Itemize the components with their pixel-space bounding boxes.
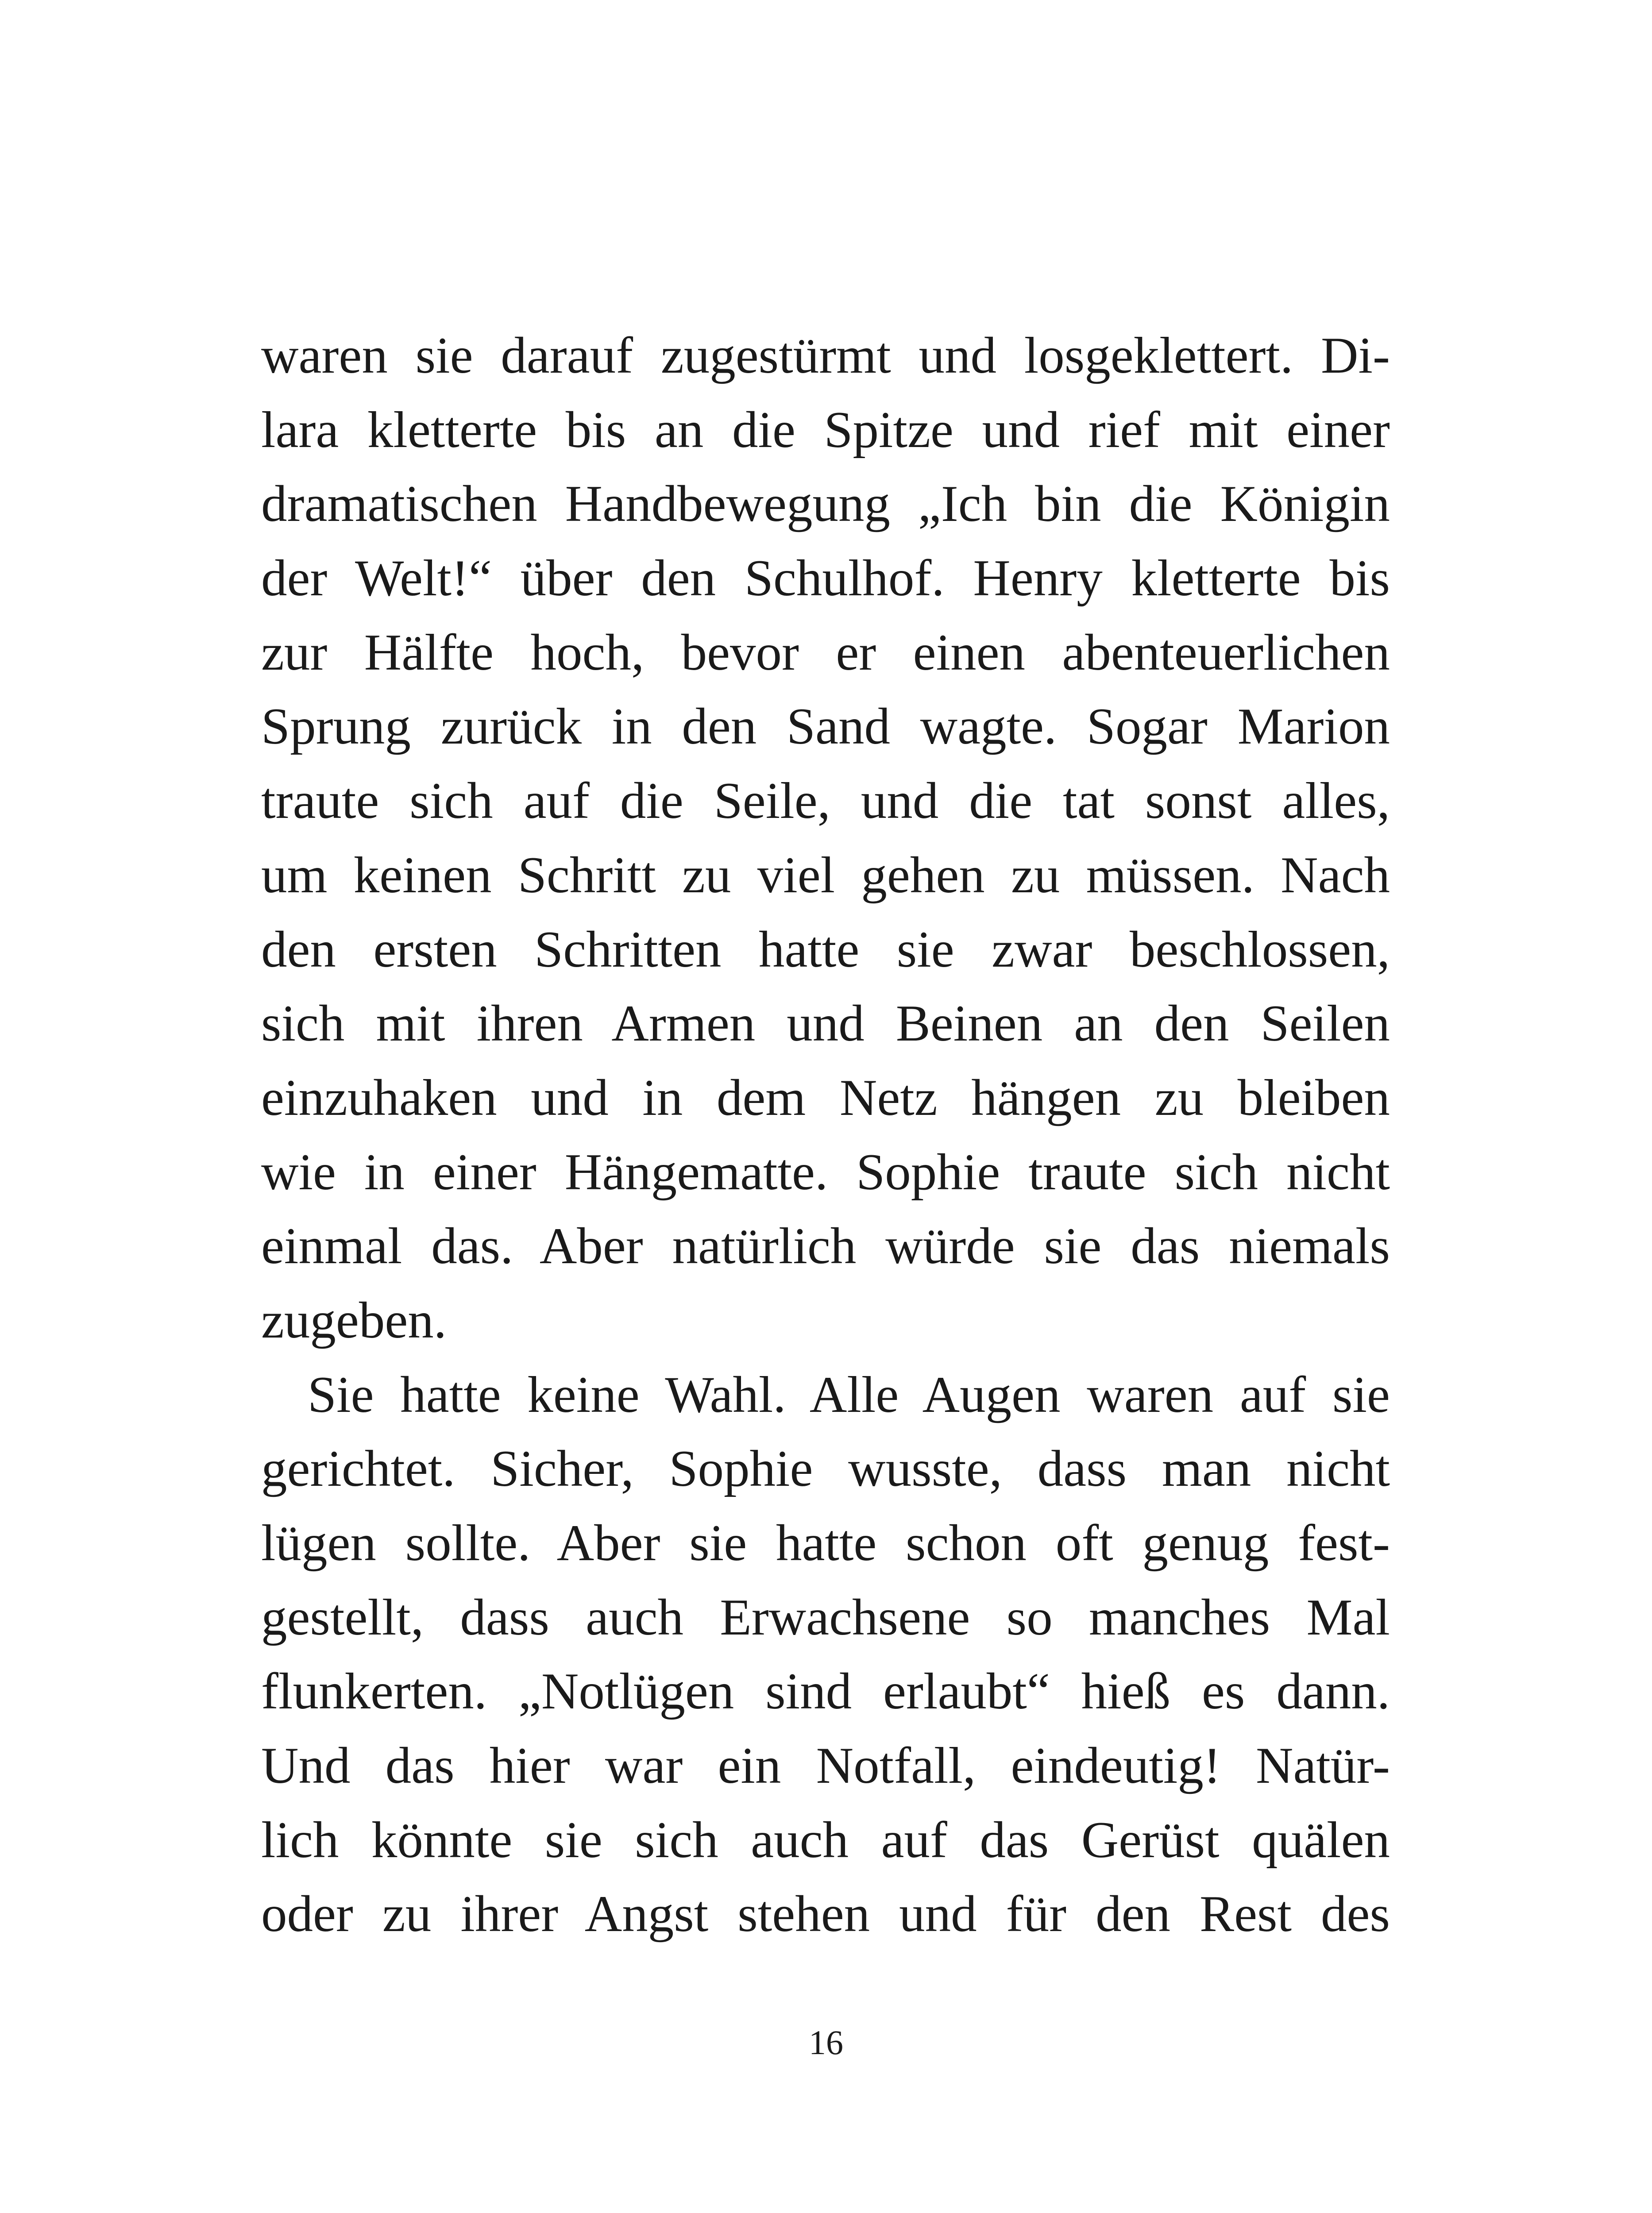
- body-text: [261, 319, 1390, 1951]
- text-line: flunkerten. „Notlügen sind erlaubt“ hieß es dann.: [261, 1663, 1390, 1720]
- text-line: gerichtet. Sicher, Sophie wusste, dass man nicht: [261, 1440, 1390, 1498]
- text-line: lara kletterte bis an die Spitze und rief mit einer: [261, 401, 1390, 459]
- text-line: Und das hier war ein Notfall, eindeutig! Natür-: [261, 1737, 1390, 1795]
- text-line: sich mit ihren Armen und Beinen an den Seilen: [261, 995, 1390, 1053]
- text-line: um keinen Schritt zu viel gehen zu müssen. Nach: [261, 846, 1390, 904]
- text-line: zugeben.: [261, 1292, 447, 1349]
- text-line: traute sich auf die Seile, und die tat sonst alles,: [261, 772, 1390, 830]
- text-line: gestellt, dass auch Erwachsene so manches Mal: [261, 1588, 1390, 1646]
- text-line: lügen sollte. Aber sie hatte schon oft genug fest-: [261, 1515, 1390, 1572]
- text-line: zur Hälfte hoch, bevor er einen abenteuerlichen: [261, 624, 1390, 681]
- text-line: einzuhaken und in dem Netz hängen zu bleiben: [261, 1069, 1390, 1126]
- text-line: Sie hatte keine Wahl. Alle Augen waren auf sie: [308, 1366, 1390, 1423]
- text-line: Sprung zurück in den Sand wagte. Sogar Marion: [261, 698, 1390, 756]
- paragraph: [261, 319, 1390, 1358]
- text-line: oder zu ihrer Angst stehen und für den Rest des: [261, 1885, 1390, 1943]
- text-line: den ersten Schritten hatte sie zwar beschlossen,: [261, 921, 1390, 978]
- text-line: waren sie darauf zugestürmt und losgeklettert. Di-: [261, 327, 1390, 384]
- text-line: dramatischen Handbewegung „Ich bin die Königin: [261, 475, 1390, 533]
- text-line: lich könnte sie sich auch auf das Gerüst quälen: [261, 1811, 1390, 1869]
- text-line: der Welt!“ über den Schulhof. Henry kletterte bis: [261, 550, 1390, 607]
- text-line: einmal das. Aber natürlich würde sie das niemals: [261, 1218, 1390, 1275]
- text-line: wie in einer Hängematte. Sophie traute sich nicht: [261, 1143, 1390, 1201]
- page-number: 16: [809, 2023, 843, 2062]
- paragraph: [261, 1358, 1390, 1952]
